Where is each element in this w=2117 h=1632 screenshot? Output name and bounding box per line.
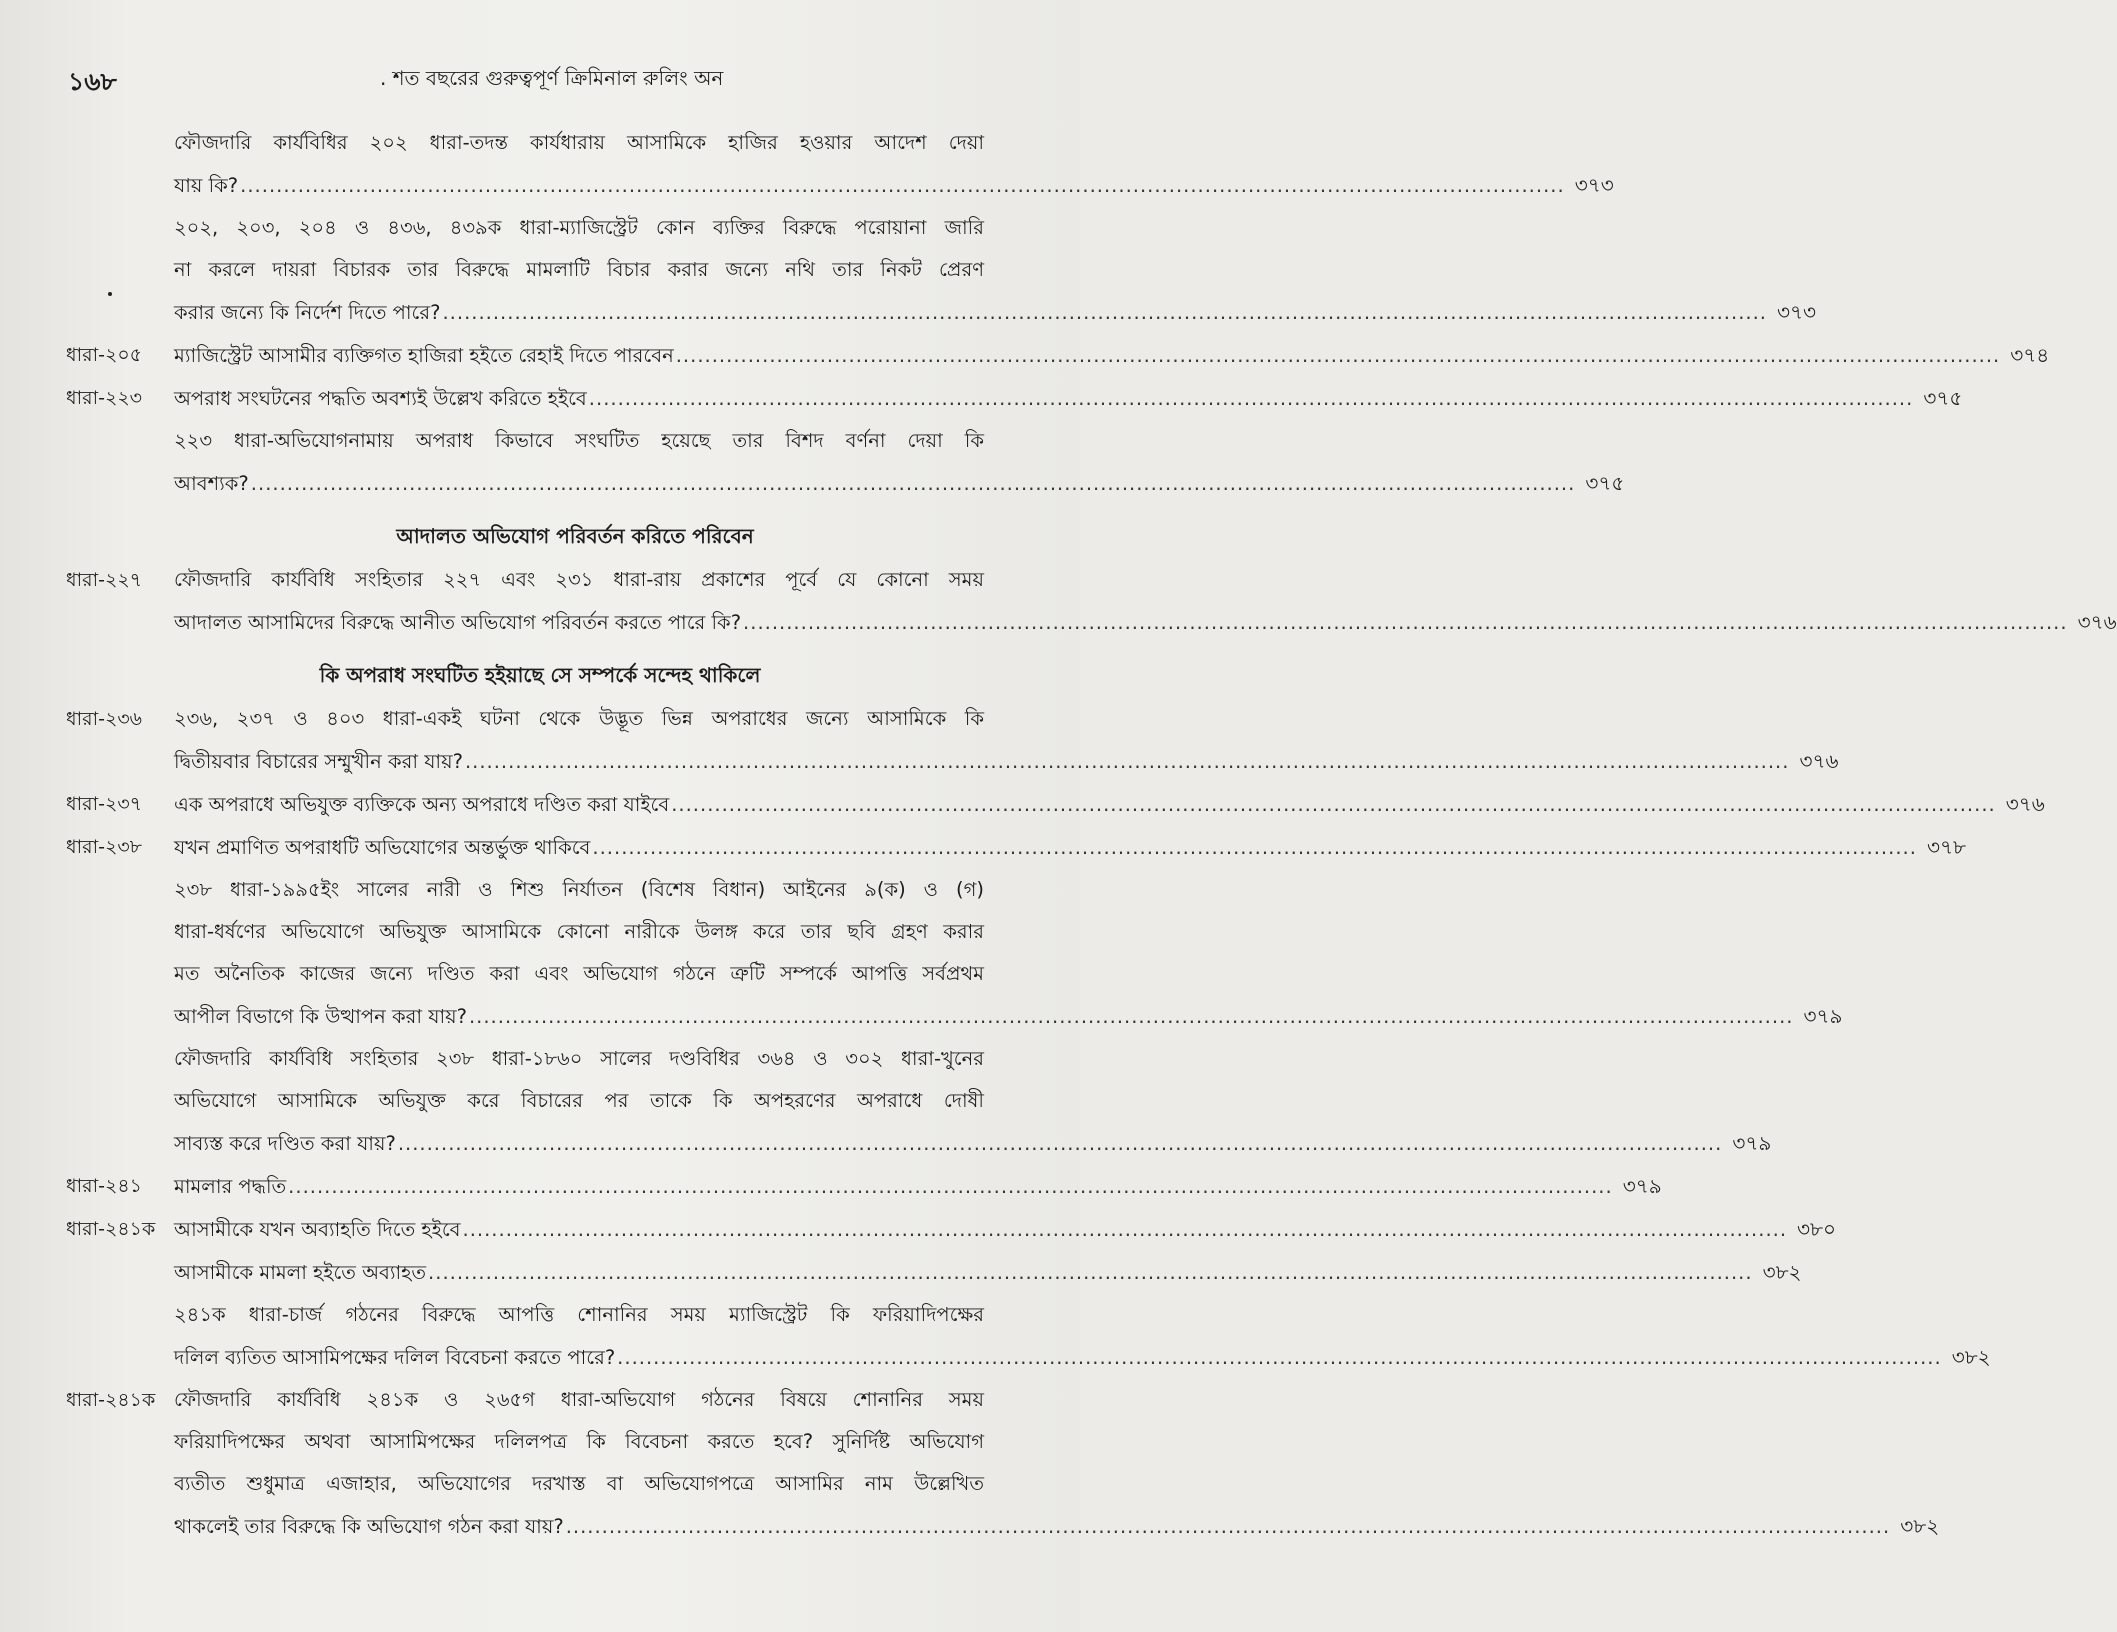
leader-dots: ........................................................................................................................................................................................	[464, 750, 1790, 773]
entry-last-line	[174, 1122, 1772, 1165]
toc-entry[interactable]	[0, 1379, 1940, 1548]
toc-entry[interactable]	[0, 122, 1614, 207]
leader-dots: ........................................................................................................................................................................................	[565, 1515, 1891, 1538]
toc-entry[interactable]	[0, 559, 2117, 644]
entry-text	[174, 1208, 1837, 1251]
leader-dots: ........................................................................................................................................................................................	[743, 611, 2068, 634]
entry-last-line	[174, 291, 1817, 334]
leader-dots: ........................................................................................................................................................................................	[288, 1175, 1613, 1198]
entry-last-line	[174, 783, 2045, 826]
entry-line: ফৌজদারি কার্যবিধি ২৪১ক ও ২৬৫গ ধারা-অভিযোগ গঠনের বিষয়ে শোনানির সময়	[174, 1388, 984, 1411]
toc-entry[interactable]	[0, 1251, 1802, 1294]
entry-title: মামলার পদ্ধতি	[174, 1175, 287, 1198]
section-number: ধারা-২৩৮	[66, 836, 143, 858]
entry-line: অভিযোগে আসামিকে অভিযুক্ত করে বিচারের পর তাকে কি অপহরণের অপরাধে দোষী	[174, 1089, 984, 1112]
page-ref: ৩৭৩	[1777, 300, 1817, 324]
entry-title: দলিল ব্যতিত আসামিপক্ষের দলিল বিবেচনা করতে পারে?	[174, 1346, 616, 1369]
section-heading: আদালত অভিযোগ পরিবর্তন করিতে পরিবেন	[396, 524, 754, 548]
entry-text	[174, 1251, 1802, 1294]
running-title: . শত বছরের গুরুত্বপূর্ণ ক্রিমিনাল রুলিং অন	[380, 66, 724, 90]
page-ref: ৩৮২	[1951, 1345, 1991, 1369]
leader-dots: ........................................................................................................................................................................................	[428, 1261, 1753, 1284]
page-header	[0, 62, 1080, 102]
section-number: ধারা-২৪১ক	[66, 1389, 156, 1411]
entry-text	[174, 377, 1963, 420]
section-number: ধারা-২৩৬	[66, 708, 143, 730]
entry-line: ২৪১ক ধারা-চার্জ গঠনের বিরুদ্ধে আপত্তি শোনানির সময় ম্যাজিস্ট্রেট কি ফরিয়াদিপক্ষের	[174, 1303, 984, 1326]
page-ref: ৩৭৬	[2077, 610, 2117, 634]
entry-text	[174, 1294, 1991, 1379]
page-ref: ৩৭৪	[2010, 343, 2050, 367]
entry-last-line	[174, 164, 1614, 207]
entry-line: ফৌজদারি কার্যবিধি সংহিতার ২২৭ এবং ২৩১ ধারা-রায় প্রকাশের পূর্বে যে কোনো সময়	[174, 568, 984, 591]
entry-text	[174, 869, 1843, 1038]
page-ref: ৩৮২	[1900, 1514, 1940, 1538]
entry-text	[174, 334, 2050, 377]
entry-title: আসামীকে যখন অব্যাহতি দিতে হইবে	[174, 1218, 461, 1241]
section-number: ধারা-২০৫	[66, 344, 143, 366]
leader-dots: ........................................................................................................................................................................................	[442, 301, 1767, 324]
entry-last-line	[174, 740, 1839, 783]
entry-title: যায় কি?	[174, 174, 239, 197]
page-ref: ৩৮০	[1797, 1217, 1837, 1241]
section-number: ধারা-২৩৭	[66, 793, 143, 815]
table-of-contents	[0, 122, 2117, 1548]
page-ref: ৩৮২	[1762, 1260, 1802, 1284]
toc-entry[interactable]	[0, 826, 1966, 869]
page-ref: ৩৭৬	[2005, 792, 2045, 816]
entry-line: ২২৩ ধারা-অভিযোগনামায় অপরাধ কিভাবে সংঘটিত হয়েছে তার বিশদ বর্ণনা দেয়া কি	[174, 429, 984, 452]
toc-entry[interactable]	[0, 334, 2050, 377]
page-ref: ৩৭৮	[1926, 835, 1966, 859]
entry-text	[174, 122, 1614, 207]
toc-entry[interactable]	[0, 377, 1963, 420]
section-number: ধারা-২২৭	[66, 569, 143, 591]
page-ref: ৩৭৯	[1622, 1174, 1662, 1198]
leader-dots: ........................................................................................................................................................................................	[240, 174, 1565, 197]
entry-last-line	[174, 995, 1843, 1038]
toc-entry[interactable]	[0, 1165, 1662, 1208]
entry-line: মত অনৈতিক কাজের জন্যে দণ্ডিত করা এবং অভিযোগ গঠনে ত্রুটি সম্পর্কে আপত্তি সর্বপ্রথম	[174, 962, 984, 985]
entry-text	[174, 207, 1817, 334]
entry-last-line	[174, 1505, 1940, 1548]
entry-title: অপরাধ সংঘটনের পদ্ধতি অবশ্যই উল্লেখ করিতে হইবে	[174, 387, 587, 410]
toc-entry[interactable]	[0, 1038, 1772, 1165]
toc-entry[interactable]	[0, 783, 2045, 826]
leader-dots: ........................................................................................................................................................................................	[588, 387, 1914, 410]
entry-title: আপীল বিভাগে কি উত্থাপন করা যায়?	[174, 1005, 467, 1028]
leader-dots: ........................................................................................................................................................................................	[671, 793, 1996, 816]
section-heading: কি অপরাধ সংঘটিত হইয়াছে সে সম্পর্কে সন্দেহ থাকিলে	[319, 663, 761, 687]
leader-dots: ........................................................................................................................................................................................	[462, 1218, 1788, 1241]
entry-title: আসামীকে মামলা হইতে অব্যাহত	[174, 1261, 427, 1284]
entry-text	[174, 1038, 1772, 1165]
entry-title: যখন প্রমাণিত অপরাধটি অভিযোগের অন্তর্ভুক্ত থাকিবে	[174, 836, 591, 859]
entry-last-line	[174, 826, 1966, 869]
entry-title: আদালত আসামিদের বিরুদ্ধে আনীত অভিযোগ পরিবর্তন করতে পারে কি?	[174, 611, 742, 634]
entry-line: ২০২, ২০৩, ২০৪ ও ৪৩৬, ৪৩৯ক ধারা-ম্যাজিস্ট্রেট কোন ব্যক্তির বিরুদ্ধে পরোয়ানা জারি	[174, 216, 984, 239]
entry-last-line	[174, 462, 1625, 505]
entry-title: ম্যাজিস্ট্রেট আসামীর ব্যক্তিগত হাজিরা হইতে রেহাই দিতে পারবেন	[174, 344, 674, 367]
entry-title: আবশ্যক?	[174, 472, 249, 495]
page-ref: ৩৭৯	[1732, 1131, 1772, 1155]
page-number: ১৬৮	[68, 67, 117, 96]
toc-entry[interactable]	[0, 1208, 1837, 1251]
toc-entry[interactable]	[0, 420, 1625, 505]
entry-title: থাকলেই তার বিরুদ্ধে কি অভিযোগ গঠন করা যায়?	[174, 1515, 564, 1538]
leader-dots: ........................................................................................................................................................................................	[397, 1132, 1723, 1155]
page-ref: ৩৭৬	[1799, 749, 1839, 773]
entry-line: না করলে দায়রা বিচারক তার বিরুদ্ধে মামলাটি বিচার করার জন্যে নথি তার নিকট প্রেরণ	[174, 258, 984, 281]
entry-last-line	[174, 601, 2117, 644]
toc-entry[interactable]	[0, 869, 1843, 1038]
leader-dots: ........................................................................................................................................................................................	[592, 836, 1917, 859]
leader-dots: ........................................................................................................................................................................................	[617, 1346, 1942, 1369]
toc-entry[interactable]	[0, 1294, 1991, 1379]
entry-text	[174, 559, 2117, 644]
entry-last-line	[174, 334, 2050, 377]
leader-dots: ........................................................................................................................................................................................	[675, 344, 2001, 367]
entry-last-line	[174, 1336, 1991, 1379]
entry-last-line	[174, 1251, 1802, 1294]
entry-last-line	[174, 1165, 1662, 1208]
entry-line: ব্যতীত শুধুমাত্র এজাহার, অভিযোগের দরখাস্ত বা অভিযোগপত্রে আসামির নাম উল্লেখিত	[174, 1472, 984, 1495]
page-ref: ৩৭৫	[1923, 386, 1963, 410]
entry-line: ফৌজদারি কার্যবিধির ২০২ ধারা-তদন্ত কার্যধারায় আসামিকে হাজির হওয়ার আদেশ দেয়া	[174, 131, 984, 154]
entry-title: সাব্যস্ত করে দণ্ডিত করা যায়?	[174, 1132, 396, 1155]
leader-dots: ........................................................................................................................................................................................	[468, 1005, 1794, 1028]
entry-text	[174, 698, 1839, 783]
section-number: ধারা-২৪১ক	[66, 1218, 156, 1240]
entry-title: করার জন্যে কি নির্দেশ দিতে পারে?	[174, 301, 441, 324]
entry-text	[174, 1379, 1940, 1548]
entry-line: ধারা-ধর্ষণের অভিযোগে অভিযুক্ত আসামিকে কোনো নারীকে উলঙ্গ করে তার ছবি গ্রহণ করার	[174, 920, 984, 943]
entry-title: দ্বিতীয়বার বিচারের সম্মুখীন করা যায়?	[174, 750, 463, 773]
toc-entry[interactable]	[0, 207, 1817, 334]
entry-line: ফরিয়াদিপক্ষের অথবা আসামিপক্ষের দলিলপত্র কি বিবেচনা করতে হবে? সুনির্দিষ্ট অভিযোগ	[174, 1430, 984, 1453]
entry-text	[174, 1165, 1662, 1208]
leader-dots: ........................................................................................................................................................................................	[250, 472, 1576, 495]
entry-text	[174, 826, 1966, 869]
section-number: ধারা-২২৩	[66, 387, 143, 409]
toc-entry[interactable]	[0, 698, 1839, 783]
entry-last-line	[174, 377, 1963, 420]
entry-text	[174, 783, 2045, 826]
entry-line: ২৩৬, ২৩৭ ও ৪০৩ ধারা-একই ঘটনা থেকে উদ্ভূত ভিন্ন অপরাধের জন্যে আসামিকে কি	[174, 707, 984, 730]
page-ref: ৩৭৯	[1803, 1004, 1843, 1028]
page-ref: ৩৭৫	[1585, 471, 1625, 495]
page-ref: ৩৭৩	[1574, 173, 1614, 197]
entry-last-line	[174, 1208, 1837, 1251]
entry-text	[174, 420, 1625, 505]
entry-line: ফৌজদারি কার্যবিধি সংহিতার ২৩৮ ধারা-১৮৬০ সালের দণ্ডবিধির ৩৬৪ ও ৩০২ ধারা-খুনের	[174, 1047, 984, 1070]
section-number: ধারা-২৪১	[66, 1175, 142, 1197]
entry-title: এক অপরাধে অভিযুক্ত ব্যক্তিকে অন্য অপরাধে দণ্ডিত করা যাইবে	[174, 793, 670, 816]
entry-line: ২৩৮ ধারা-১৯৯৫ইং সালের নারী ও শিশু নির্যাতন (বিশেষ বিধান) আইনের ৯(ক) ও (গ)	[174, 878, 984, 901]
